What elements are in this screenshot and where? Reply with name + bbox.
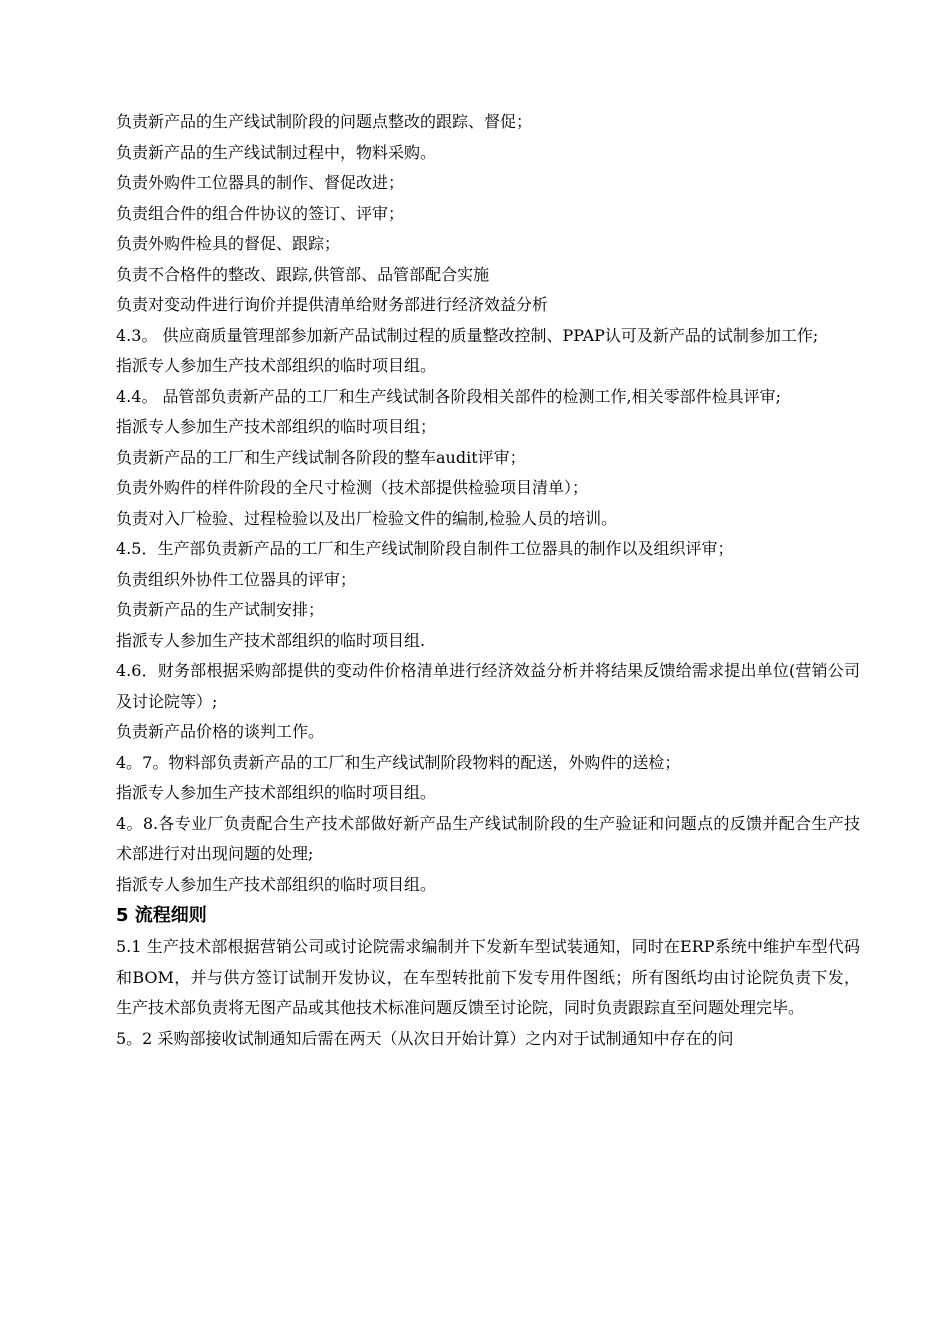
text-line: 负责外购件检具的督促、跟踪； — [116, 234, 341, 253]
text-line: 负责新产品价格的谈判工作。 — [116, 722, 325, 741]
paragraph-4-4: 4.4。 品管部负责新产品的工厂和生产线试制各阶段相关部件的检测工作,相关零部件检具评审; — [116, 386, 782, 406]
paragraph-5-2: 5。2 采购部接收试制通知后需在两天（从次日开始计算）之内对于试制通知中存在的问 — [116, 1028, 734, 1048]
text-line: 指派专人参加生产技术部组织的临时项目组。 — [116, 356, 437, 375]
text-line: 指派专人参加生产技术部组织的临时项目组. — [116, 630, 426, 650]
text-line: 指派专人参加生产技术部组织的临时项目组。 — [116, 874, 437, 894]
paragraph-4-6: 4.6．财务部根据采购部提供的变动件价格清单进行经济效益分析并将结果反馈给需求提出单位(营销公司及讨论院等）; — [116, 661, 860, 711]
text-line: 负责外购件工位器具的制作、督促改进； — [116, 173, 405, 192]
text-line: 负责新产品的工厂和生产线试制各阶段的整车audit评审； — [116, 447, 526, 467]
text-line: 负责新产品的生产线试制过程中，物料采购。 — [116, 142, 437, 162]
text-line: 负责组织外协件工位器具的评审； — [116, 569, 357, 589]
text-line: 负责对入厂检验、过程检验以及出厂检验文件的编制,检验人员的培训。 — [116, 508, 618, 528]
text-line: 负责新产品的生产试制安排； — [116, 600, 325, 619]
paragraph-4-8: 4。8.各专业厂负责配合生产技术部做好新产品生产线试制阶段的生产验证和问题点的反馈并配合生产技术部进行对出现问题的处理; — [116, 813, 860, 863]
text-line: 负责组合件的组合件协议的签订、评审； — [116, 203, 405, 223]
paragraph-4-7: 4。7。物料部负责新产品的工厂和生产线试制阶段物料的配送，外购件的送检； — [116, 752, 681, 772]
paragraph-5-1: 5.1 生产技术部根据营销公司或讨论院需求编制并下发新车型试装通知，同时在ERP系统中维护车型代码和BOM，并与供方签订试制开发协议，在车型转批前下发专用件图纸；所有图纸均由讨论院负责下发，生产技术部负责将无图产品或其他技术标准问题反馈至讨论院，同时负责跟踪直至问题处理完毕。 — [116, 937, 860, 1017]
text-line: 负责不合格件的整改、跟踪,供管部、品管部配合实施 — [116, 264, 490, 284]
text-line: 负责新产品的生产线试制阶段的问题点整改的跟踪、督促； — [116, 112, 533, 131]
text-line: 负责外购件的样件阶段的全尺寸检测（技术部提供检验项目清单）； — [116, 478, 589, 497]
text-line: 指派专人参加生产技术部组织的临时项目组。 — [116, 783, 437, 802]
text-line: 负责对变动件进行询价并提供清单给财务部进行经济效益分析 — [116, 295, 549, 314]
paragraph-4-3: 4.3。 供应商质量管理部参加新产品试制过程的质量整改控制、PPAP认可及新产品的试制参加工作; — [116, 325, 819, 345]
paragraph-4-5: 4.5．生产部负责新产品的工厂和生产线试制阶段自制件工位器具的制作以及组织评审； — [116, 539, 734, 558]
text-line: 指派专人参加生产技术部组织的临时项目组； — [116, 417, 437, 436]
section-heading: 5 流程细则 — [116, 905, 207, 926]
